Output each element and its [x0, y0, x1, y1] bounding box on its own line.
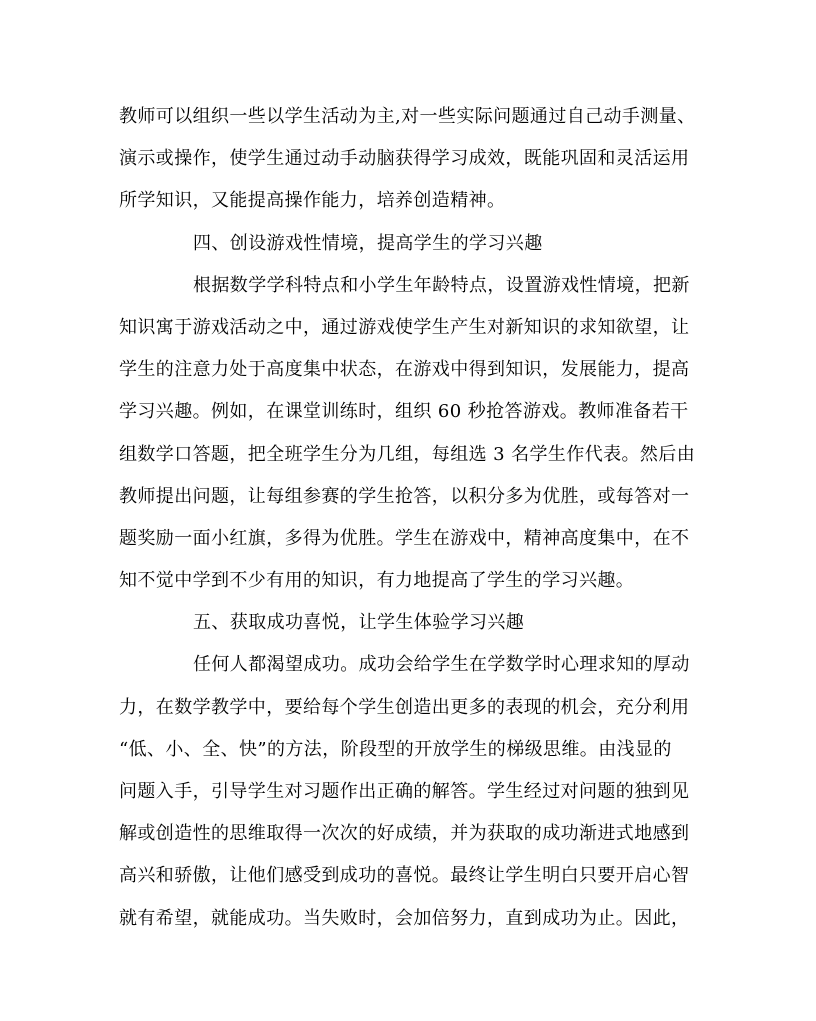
body-text [119, 96, 701, 940]
text-line: 问题入手，引导学生对习题作出正确的解答。学生经过对问题的独到见 [119, 781, 690, 802]
text-line: 解或创造性的思维取得一次次的好成绩，并为获取的成功渐进式地感到 [119, 823, 690, 845]
text-line: 力，在数学教学中，要给每个学生创造出更多的表现的机会，充分利用 [119, 696, 690, 718]
section-heading-5: 五、获取成功喜悦，让学生体验学习兴趣 [193, 612, 525, 634]
text-line: 教师提出问题，让每组参赛的学生抢答，以积分多为优胜，或每答对一 [119, 485, 690, 507]
text-line: 题奖励一面小红旗，多得为优胜。学生在游戏中，精神高度集中，在不 [119, 527, 690, 549]
text-line: 知识寓于游戏活动之中，通过游戏使学生产生对新知识的求知欲望，让 [119, 316, 690, 338]
text-line: 演示或操作，使学生通过动手动脑获得学习成效，既能巩固和灵活运用 [119, 148, 690, 170]
text-line: 学习兴趣。例如，在课堂训练时，组织 60 秒抢答游戏。教师准备若干 [119, 401, 689, 423]
text-line: 学生的注意力处于高度集中状态，在游戏中得到知识，发展能力，提高 [119, 359, 690, 381]
text-line: 知不觉中学到不少有用的知识，有力地提高了学生的学习兴趣。 [119, 570, 635, 592]
text-line: 根据数学学科特点和小学生年龄特点，设置游戏性情境，把新 [193, 274, 690, 296]
text-line: 教师可以组织一些以学生活动为主,对一些实际问题通过自己动手测量、 [119, 106, 696, 127]
section-heading-4: 四、创设游戏性情境，提高学生的学习兴趣 [193, 232, 543, 254]
text-line: 任何人都渴望成功。成功会给学生在学数学时心理求知的厚动 [193, 654, 690, 676]
text-line: “低、小、全、快”的方法，阶段型的开放学生的梯级思维。由浅显的 [119, 738, 672, 760]
text-line: 就有希望，就能成功。当失败时，会加倍努力，直到成功为止。因此， [119, 907, 690, 929]
text-line: 高兴和骄傲，让他们感受到成功的喜悦。最终让学生明白只要开启心智 [119, 865, 690, 887]
text-line: 组数学口答题，把全班学生分为几组，每组选 3 名学生作代表。然后由 [119, 443, 696, 465]
text-line: 所学知识，又能提高操作能力，培养创造精神。 [119, 190, 506, 212]
